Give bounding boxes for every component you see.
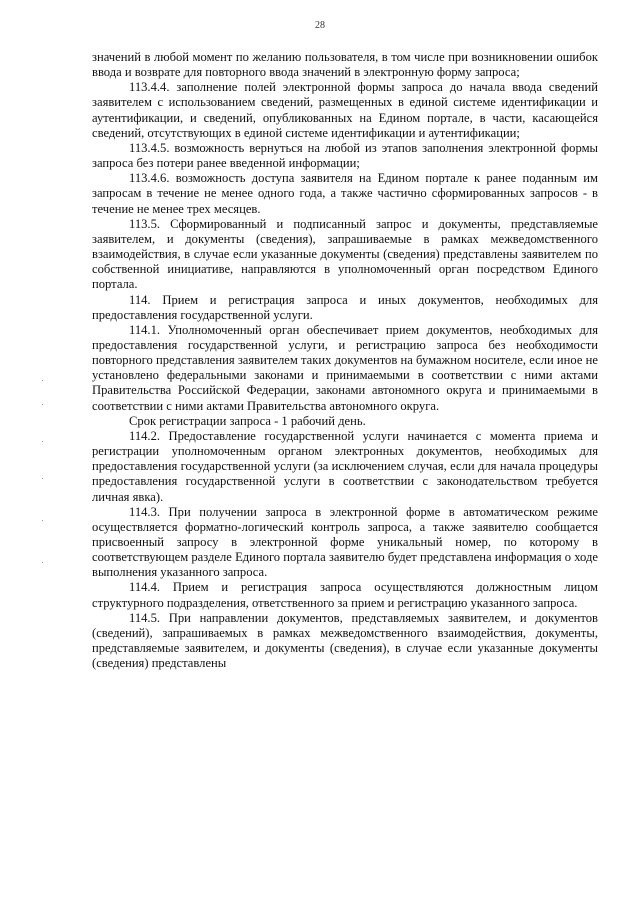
paragraph-113-5: 113.5. Сформированный и подписанный запрос и документы, представляемые заявителем, и документы (сведения), запрашиваемые в рамках межведомственного взаимодействия, в случае если указанные документы (сведения) представлены заявителем по собственной инициативе, направляются в уполномоченный орган посредством Единого портала.: [92, 216, 598, 292]
paragraph-114-2: 114.2. Предоставление государственной услуги начинается с момента приема и регистрации уполномоченным органом электронных документов, необходимых для предоставления государственной услуги (за исключением случая, если для начала процедуры предоставления государственной услуги в соответствии с законодательством требуется личная явка).: [92, 428, 598, 504]
paragraph-113-4-5: 113.4.5. возможность вернуться на любой из этапов заполнения электронной формы запроса без потери ранее введенной информации;: [92, 140, 598, 171]
paragraph-114: 114. Прием и регистрация запроса и иных документов, необходимых для предоставления государственной услуги.: [92, 292, 598, 322]
document-body: [92, 50, 598, 671]
paragraph-113-4-6: 113.4.6. возможность доступа заявителя на Едином портале к ранее поданным им запросам в течение не менее одного года, а также частично сформированных запросов - в течение не менее трех месяцев.: [92, 171, 598, 216]
paragraph-continuation: значений в любой момент по желанию пользователя, в том числе при возникновении ошибок ввода и возврате для повторного ввода значений в электронную форму запроса;: [92, 50, 598, 80]
paragraph-114-5: 114.5. При направлении документов, представляемых заявителем, и документов (сведений), запрашиваемых в рамках межведомственного взаимодействия, документы, представляемые заявителем, и документы (сведения), в случае если указанные документы (сведения) представлены: [92, 610, 598, 671]
margin-scan-marks: [42, 380, 44, 580]
paragraph-113-4-4: 113.4.4. заполнение полей электронной формы запроса до начала ввода сведений заявителем с использованием сведений, размещенных в единой системе идентификации и аутентификации, и сведений, опубликованных на Едином портале, в части, касающейся сведений, отсутствующих в единой системе идентификации и аутентификации;: [92, 80, 598, 140]
paragraph-114-1: 114.1. Уполномоченный орган обеспечивает прием документов, необходимых для предоставления государственной услуги, и регистрацию запроса без необходимости повторного представления заявителем таких документов на бумажном носителе, если иное не установлено федеральными законами и принимаемыми в соответствии с ними актами Правительства Российской Федерации, законами автономного округа и принимаемыми в соответствии с ними актами Правительства автономного округа.: [92, 322, 598, 413]
page-number: 28: [315, 20, 325, 31]
paragraph-114-3: 114.3. При получении запроса в электронной форме в автоматическом режиме осуществляется форматно-логический контроль запроса, а также заявителю сообщается присвоенный запросу в электронной форме уникальный номер, по которому в соответствующем разделе Единого портала заявителю будет представлена информация о ходе выполнения указанного запроса.: [92, 504, 598, 580]
paragraph-114-4: 114.4. Прием и регистрация запроса осуществляются должностным лицом структурного подразделения, ответственного за прием и регистрацию указанного запроса.: [92, 580, 598, 610]
paragraph-registration-term: Срок регистрации запроса - 1 рабочий день.: [129, 413, 366, 428]
